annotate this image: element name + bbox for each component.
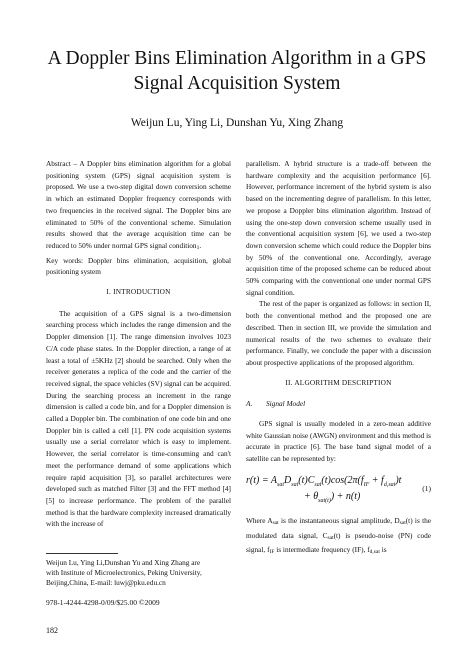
sub-sat-1: sat	[272, 519, 279, 526]
footnote-rule	[46, 553, 118, 554]
section-heading-algorithm: II. ALGORITHM DESCRIPTION	[285, 377, 392, 387]
title-line-1: A Doppler Bins Elimination Algorithm in a GPS	[47, 48, 427, 69]
def-text-b: is the instantaneous signal amplitude, D	[278, 515, 400, 525]
equation-number: (1)	[422, 483, 431, 493]
intro-paragraph: The acquisition of a GPS signal is a two-dimension searching process which includes the range dimension and the Doppler dimension [1]. The range dimension involves 1023 C/A code phase states. In the Doppler direction, a range of at least a total of ±5KHz [2] should be searched. Only when the receiver generates a replica of the code and the carrier of the received signal, the space vehicles (SV) signal can be acquired. During the searching process an increment in the range dimension is called a code bin, and for a Doppler dimension is called a Doppler bin. The combination of one code bin and one Doppler bin is called a cell [1]. PN code acquisition systems usually use a serial correlator which is easy to implement. However, the serial correlator is time-consuming and can't meet the performance demand of some applications which require rapid acquisition [3], so parallel architectures were developed such as matched Filter [3] and the FFT method [4][5] to increase performance. The problem of the parallel method is that the hardware complexity increased dramatically with the increase of	[46, 308, 231, 529]
right-column	[246, 158, 431, 559]
subsection-title: Signal Model	[266, 399, 306, 409]
sub-sat-3: sat	[327, 534, 334, 541]
footnote-line-3: Beijing,China, E-mail: luwj@pku.edu.cn	[46, 578, 166, 587]
right-paragraph-1: parallelism. A hybrid structure is a trade-off between the hardware complexity and the acquisition performance [6]. However, performance increment of the hybrid system is also based on the incrementing degree of parallelism. In this letter, we propose a Doppler bins elimination algorithm. Instead of using the one-step down conversion scheme usually used in the conventional acquisition system [6], we used a two-step down conversion scheme which could reduce the Doppler bins by 50% of the conventional one. Accordingly, average acquisition time of the proposed scheme can be reduced about 50% comparing with the conventional one under normal GPS signal condition.	[246, 159, 431, 297]
section-heading-introduction: I. INTRODUCTION	[106, 287, 171, 297]
sub-sat-2: sat	[399, 519, 406, 526]
equation-line-1: $r(t) = A_{sat}D_{sat}(t)C_{sat}(t)\cos(2\pi(f_{IF} + f_{d,sat})t$	[246, 474, 402, 488]
subsection-heading	[246, 398, 431, 410]
author-footnote	[46, 558, 246, 588]
def-text-c: (t) is the modulated data signal, C	[246, 515, 431, 540]
isbn-line: 978-1-4244-4298-0/09/$25.00 ©2009	[46, 598, 160, 607]
sub-if: IF	[269, 549, 275, 556]
signal-model-paragraph: GPS signal is usually modeled in a zero-mean additive white Gaussian noise (AWGN) environment and this method is accurate in practice [6]. The base band signal model of a satellite can be represented by:	[246, 419, 431, 464]
footnote-line-1: Weijun Lu, Ying Li,Dunshan Yu and Xing Zhang are	[46, 558, 201, 567]
abstract	[46, 158, 231, 255]
sub-dsat: d,sat	[369, 549, 380, 556]
equation-1	[246, 471, 431, 507]
paper-title	[20, 46, 454, 96]
page-number: 182	[46, 626, 58, 635]
signal-definitions-paragraph	[246, 515, 431, 559]
abstract-end: .	[199, 240, 202, 250]
right-paragraph-2: The rest of the paper is organized as follows: in section II, both the conventional method and the proposed one are described. Then in section III, we provide the simulation and numerical results of the two schemes to evaluate their performance. Finally, we conclude the paper with a discussion about prospective applications of the proposed algorithm.	[246, 299, 431, 367]
footnote-line-2: with Institute of Microelectronics, Peking University,	[46, 568, 202, 577]
def-text-a: Where A	[246, 515, 273, 525]
subsection-label: A.	[246, 399, 253, 409]
abstract-text: Abstract – A Doppler bins elimination algorithm for a global positioning system (GPS) signal acquisition system is proposed. We use a two-step digital down conversion scheme in which an estimated Doppler frequency corresponds with two frequencies in the received signal. The Doppler bins are eliminated to 50% of the conventional scheme. Simulation results showed that the average acquisition time can be reduced to 50% under normal GPS signal condition	[46, 159, 231, 250]
left-column	[46, 158, 231, 530]
author-list: Weijun Lu, Ying Li, Dunshan Yu, Xing Zhang	[130, 117, 344, 129]
equation-line-2: + $\theta_{sat(t)}) + n(t)$	[304, 490, 361, 504]
abstract-footnote-marker: 1	[196, 244, 200, 251]
def-text-d: (t) is pseudo-noise (PN) code signal, f	[246, 530, 431, 555]
title-line-2: Signal Acquisition System	[133, 73, 341, 94]
def-text-f: is	[379, 545, 387, 555]
keywords: Key words: Doppler bins elimination, acquisition, global positioning system	[46, 255, 231, 277]
def-text-e: is intermediate frequency (IF), f	[274, 545, 370, 555]
